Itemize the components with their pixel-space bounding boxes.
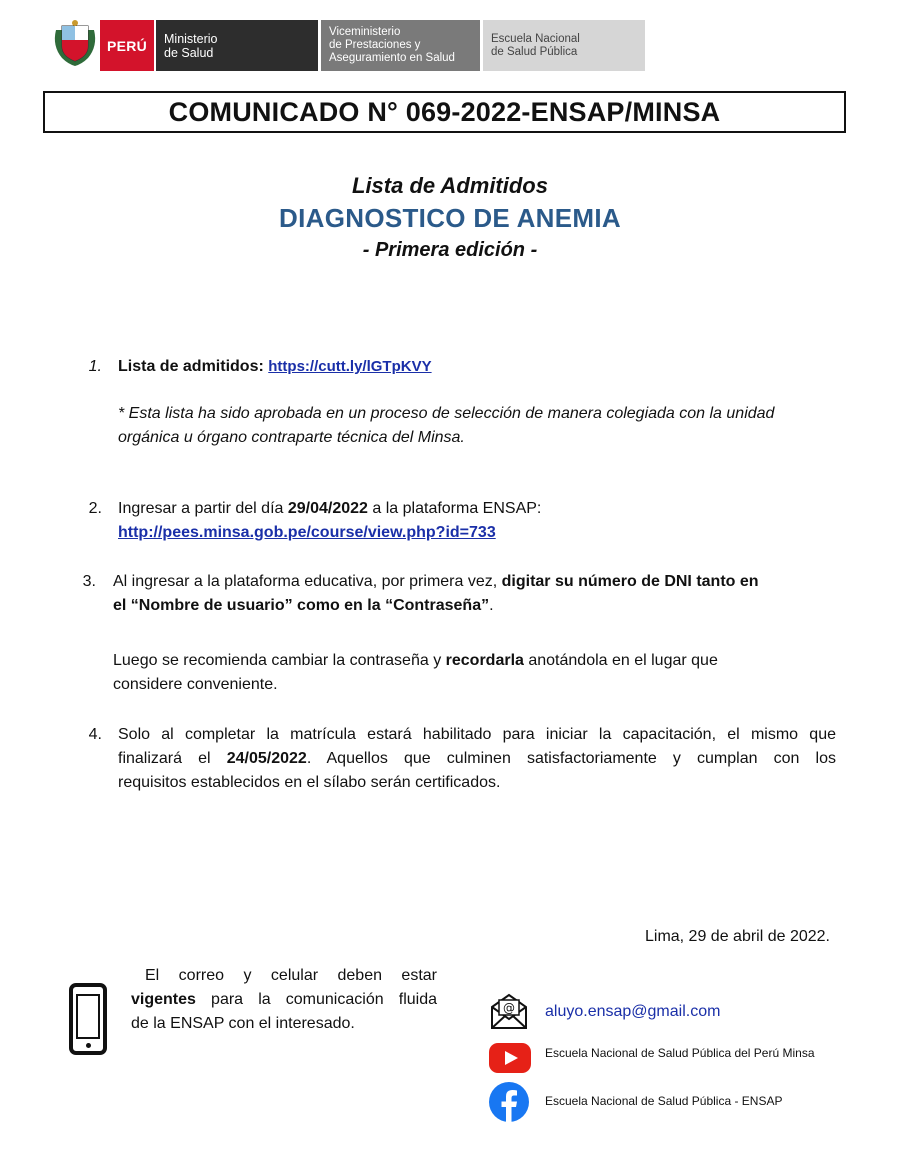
escuela-block: [483, 20, 645, 71]
title-box: [43, 91, 846, 133]
item-3-text-1: Al ingresar a la plataforma educativa, por primera vez,: [113, 573, 502, 590]
peru-brand-block: [100, 20, 154, 71]
viceministerio-line-1: Viceministerio: [329, 26, 401, 38]
escuela-line-2: de Salud Pública: [491, 45, 578, 58]
viceministerio-line-2: de Prestaciones y: [329, 39, 421, 51]
peru-coat-of-arms-logo: [52, 20, 98, 70]
item-2-number: 2.: [88, 500, 102, 517]
svg-text:@: @: [503, 1001, 515, 1015]
item-4-end-date: 24/05/2022: [226, 750, 307, 767]
item-3-text-2: .: [489, 597, 494, 614]
item-4-l2a: finalizará el: [118, 750, 227, 767]
mobile-phone-icon: [69, 983, 107, 1055]
footer-note-line-3: de la ENSAP con el interesado.: [131, 1015, 355, 1032]
peru-label: PERÚ: [106, 37, 148, 54]
email-link[interactable]: aluyo.ensap@gmail.com: [545, 1003, 721, 1020]
item-1-number: 1.: [88, 358, 102, 375]
youtube-icon[interactable]: [488, 1040, 532, 1076]
item-1-label: Lista de admitidos:: [118, 358, 264, 375]
platform-link[interactable]: http://pees.minsa.gob.pe/course/view.php?id=733: [118, 524, 496, 541]
item-1-note-1: * Esta lista ha sido aprobada en un proceso de selección de manera colegiada con la unidad: [118, 405, 775, 422]
item-3-p2a: Luego se recomienda cambiar la contraseña y: [113, 652, 446, 669]
facebook-page-label[interactable]: Escuela Nacional de Salud Pública - ENSAP: [545, 1094, 783, 1108]
item-3-p2c: anotándola en el lugar que: [523, 652, 718, 669]
item-2-link-line: [118, 521, 496, 545]
footer-note-line-1: [131, 964, 437, 988]
item-4-line-3: requisitos establecidos en el sílabo serán certificados.: [118, 774, 501, 791]
ministerio-block: [156, 20, 318, 71]
footer-note-vigentes: vigentes: [131, 991, 196, 1008]
item-2-text-1: Ingresar a partir del día: [118, 500, 288, 517]
subtitle-list: Lista de Admitidos: [352, 173, 548, 198]
item-3-para-2-line-1: [113, 649, 718, 673]
email-envelope-icon: [489, 991, 529, 1031]
subtitle-course: DIAGNOSTICO DE ANEMIA: [279, 203, 621, 233]
item-2-date: 29/04/2022: [287, 500, 368, 517]
item-3-line-2: [113, 594, 494, 618]
date-line: Lima, 29 de abril de 2022.: [644, 928, 830, 945]
item-3-number: 3.: [82, 573, 96, 590]
footer-note-text-2: para la comunicación fluida: [195, 991, 437, 1008]
item-4-number: 4.: [88, 726, 102, 743]
ministerio-line-2: de Salud: [164, 45, 214, 60]
item-4-line-1: Solo al completar la matrícula estará habilitado para iniciar la capacitación, el mismo que: [118, 726, 836, 743]
viceministerio-line-3: Aseguramiento en Salud: [329, 52, 455, 64]
item-1-note-2: orgánica u órgano contraparte técnica del Minsa.: [118, 429, 465, 446]
item-1-line: [118, 355, 432, 379]
admitted-list-link[interactable]: https://cutt.ly/lGTpKVY: [268, 358, 432, 375]
viceministerio-block: [321, 20, 480, 71]
page-title: COMUNICADO N° 069-2022-ENSAP/MINSA: [168, 96, 721, 127]
item-2-text-2: a la plataforma ENSAP:: [367, 500, 542, 517]
item-2-line: [118, 497, 541, 521]
youtube-channel-label[interactable]: Escuela Nacional de Salud Pública del Perú Minsa: [545, 1046, 815, 1060]
footer-note-line-2: [131, 988, 437, 1012]
ministerio-line-1: Ministerio: [164, 31, 218, 46]
item-3-line-1: [113, 570, 759, 594]
facebook-icon[interactable]: [488, 1081, 530, 1123]
escuela-line-1: Escuela Nacional: [491, 32, 580, 45]
item-3-para-2-line-2: considere conveniente.: [113, 676, 278, 693]
subtitle-edition: - Primera edición -: [362, 239, 538, 261]
item-4-line-2: [118, 747, 836, 771]
item-3-bold-1: digitar su número de DNI tanto en: [501, 573, 759, 590]
item-3-bold-2: el “Nombre de usuario” como en la “Contraseña”: [113, 597, 490, 614]
item-4-l2c: . Aquellos que culminen satisfactoriamente y cumplan con los: [306, 750, 837, 767]
item-3-p2b: recordarla: [445, 652, 524, 669]
footer-note-text-1: El correo y celular deben estar: [145, 967, 437, 984]
